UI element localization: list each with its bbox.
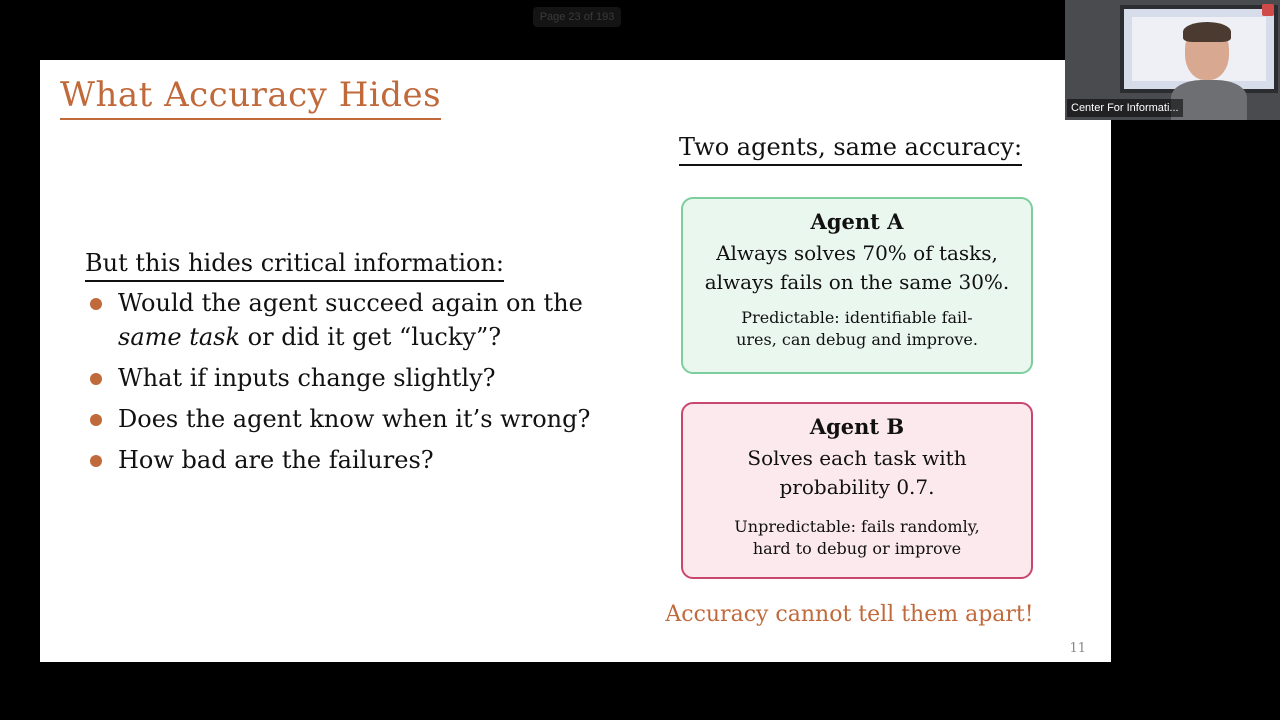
bullet-text: or did it get “lucky”? bbox=[240, 323, 502, 351]
slide-page-number: 11 bbox=[1069, 641, 1086, 656]
agent-a-description: Always solves 70% of tasks, always fails on the same 30%. bbox=[704, 241, 1010, 294]
bullet-text: Does the agent know when it’s wrong? bbox=[118, 405, 591, 433]
bullet-dot-icon bbox=[90, 373, 102, 385]
bullet-text: Would the agent succeed again on the bbox=[118, 289, 583, 317]
list-item bbox=[90, 361, 650, 395]
bullet-emphasis: same task bbox=[118, 323, 241, 351]
left-heading: But this hides critical information: bbox=[85, 246, 504, 282]
list-item bbox=[90, 443, 650, 477]
right-heading: Two agents, same accuracy: bbox=[679, 130, 1022, 166]
page-indicator: Page 23 of 193 bbox=[533, 7, 621, 27]
agent-b-description: Solves each task with probability 0.7. bbox=[747, 446, 967, 499]
agent-a-name: Agent A bbox=[810, 209, 904, 234]
participant-avatar bbox=[1177, 22, 1241, 120]
slide-title: What Accuracy Hides bbox=[60, 74, 441, 120]
list-item bbox=[90, 286, 650, 354]
bullet-dot-icon bbox=[90, 455, 102, 467]
agent-b-box bbox=[681, 402, 1033, 579]
agent-a-note: Predictable: identifiable fail- ures, can debug and improve. bbox=[736, 308, 978, 349]
participant-name-label: Center For Informati... bbox=[1067, 99, 1183, 117]
conclusion-text: Accuracy cannot tell them apart! bbox=[665, 602, 1034, 627]
bullet-text: How bad are the failures? bbox=[118, 446, 434, 474]
agent-b-name: Agent B bbox=[809, 414, 905, 439]
participant-video-tile[interactable] bbox=[1065, 0, 1280, 120]
agent-a-box bbox=[681, 197, 1033, 374]
mic-status-icon bbox=[1262, 4, 1274, 16]
bullet-list bbox=[90, 286, 650, 484]
list-item bbox=[90, 402, 650, 436]
slide bbox=[40, 60, 1111, 662]
bullet-text: What if inputs change slightly? bbox=[118, 364, 496, 392]
bullet-dot-icon bbox=[90, 298, 102, 310]
bullet-dot-icon bbox=[90, 414, 102, 426]
agent-b-note: Unpredictable: fails randomly, hard to debug or improve bbox=[734, 517, 980, 558]
